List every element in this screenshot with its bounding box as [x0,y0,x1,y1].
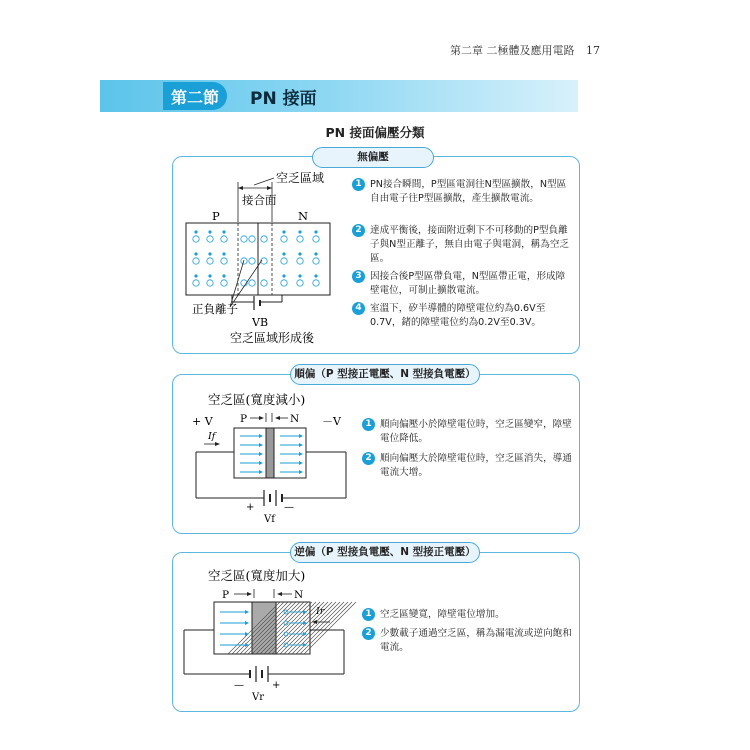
p-label: P [222,589,230,601]
panel-forward-bias-tab: 順偏（P 型接正電壓、N 型接負電壓） [290,364,480,385]
hole-dot [222,252,225,255]
electron-dot [314,230,317,233]
hole-dot [222,274,225,277]
no-bias-item-3 [352,270,572,298]
no-bias-item-1 [352,178,572,206]
electron-dot [298,230,301,233]
reverse-depletion-title: 空乏區(寬度加大) [208,568,306,583]
hole-dot [222,230,225,233]
forward-bias-diagram [172,380,362,530]
no-bias-diagram [172,160,352,350]
forward-item-1 [362,418,572,446]
reverse-item-2 [362,627,572,655]
item-number-badge: 2 [362,627,375,640]
page-number: 17 [586,44,600,57]
forward-depletion-title: 空乏區(寬度減小) [208,392,306,407]
hole-dot [208,274,211,277]
section-badge: 第二節 [163,82,227,110]
hole-dot [208,252,211,255]
reverse-bias-diagram [172,558,362,708]
junction-label: 接合面 [242,193,277,207]
item-number-badge: 1 [352,178,365,191]
hole-dot [208,230,211,233]
electron-dot [282,274,285,277]
vf-label: Vf [264,514,275,525]
hole-dot [194,230,197,233]
running-header [450,42,600,58]
no-bias-item-2 [352,224,572,266]
electron-dot [298,274,301,277]
n-region-label: N [298,209,309,223]
minus-v-label: －V [322,415,341,428]
item-text: 順向偏壓小於障壁電位時，空乏區變窄，障壁電位降低。 [380,419,572,444]
ir-label: Ir [316,606,325,617]
no-bias-item-4 [352,302,572,330]
battery-plus: + [246,502,255,513]
item-number-badge: 2 [352,224,365,237]
p-label: P [240,413,248,425]
n-label: N [294,589,304,601]
electron-dot [282,230,285,233]
ions-label: 正負離子 [192,302,238,316]
item-number-badge: 1 [362,418,375,431]
item-text: 空乏區變寬，障壁電位增加。 [380,609,505,620]
electron-dot [314,252,317,255]
forward-item-2 [362,452,572,480]
electron-dot [282,252,285,255]
item-number-badge: 1 [362,608,375,621]
panel-reverse-bias-tab: 逆偏（P 型接負電壓、N 型接正電壓） [290,542,480,563]
item-number-badge: 3 [352,270,365,283]
item-text: 達成平衡後，接面附近剩下不可移動的P型負離子與N型正離子，無自由電子與電洞，稱為空乏區。 [370,225,570,264]
depletion-label: 空乏區域 [276,171,325,185]
vr-label: Vr [252,692,265,703]
page-title: PN 接面偏壓分類 [325,125,425,140]
item-number-badge: 2 [362,452,375,465]
battery-minus: — [234,680,244,691]
chapter-title: 第二章 二極體及應用電路 [450,44,575,57]
hole-dot [194,274,197,277]
plus-v-label: + V [192,415,213,428]
p-region-label: P [212,209,220,223]
item-number-badge: 4 [352,302,365,315]
item-text: 順向偏壓大於障壁電位時，空乏區消失，導通電流大增。 [380,453,572,478]
electron-dot [298,252,301,255]
electron-dot [314,274,317,277]
reverse-item-1 [362,608,572,622]
vb-label: VB [252,316,269,329]
panel-no-bias-tab: 無偏壓 [312,147,434,168]
item-text: 因接合後P型區帶負電，N型區帶正電，形成障壁電位，可制止擴散電流。 [370,271,566,296]
diagram-caption: 空乏區域形成後 [230,331,315,345]
hole-dot [194,252,197,255]
item-text: PN接合瞬間，P型區電洞往N型區擴散，N型區自由電子往P型區擴散，產生擴散電流。 [370,179,567,204]
battery-minus: — [284,502,294,513]
section-title: PN 接面 [250,89,317,109]
if-label: If [208,431,216,442]
battery-plus: + [272,680,281,691]
item-text: 少數載子通過空乏區，稱為漏電流或逆向飽和電流。 [380,628,572,653]
n-label: N [290,413,300,425]
item-text: 室溫下，矽半導體的障壁電位約為0.6V至0.7V，鍺的障壁電位約為0.2V至0.3V。 [370,303,546,328]
